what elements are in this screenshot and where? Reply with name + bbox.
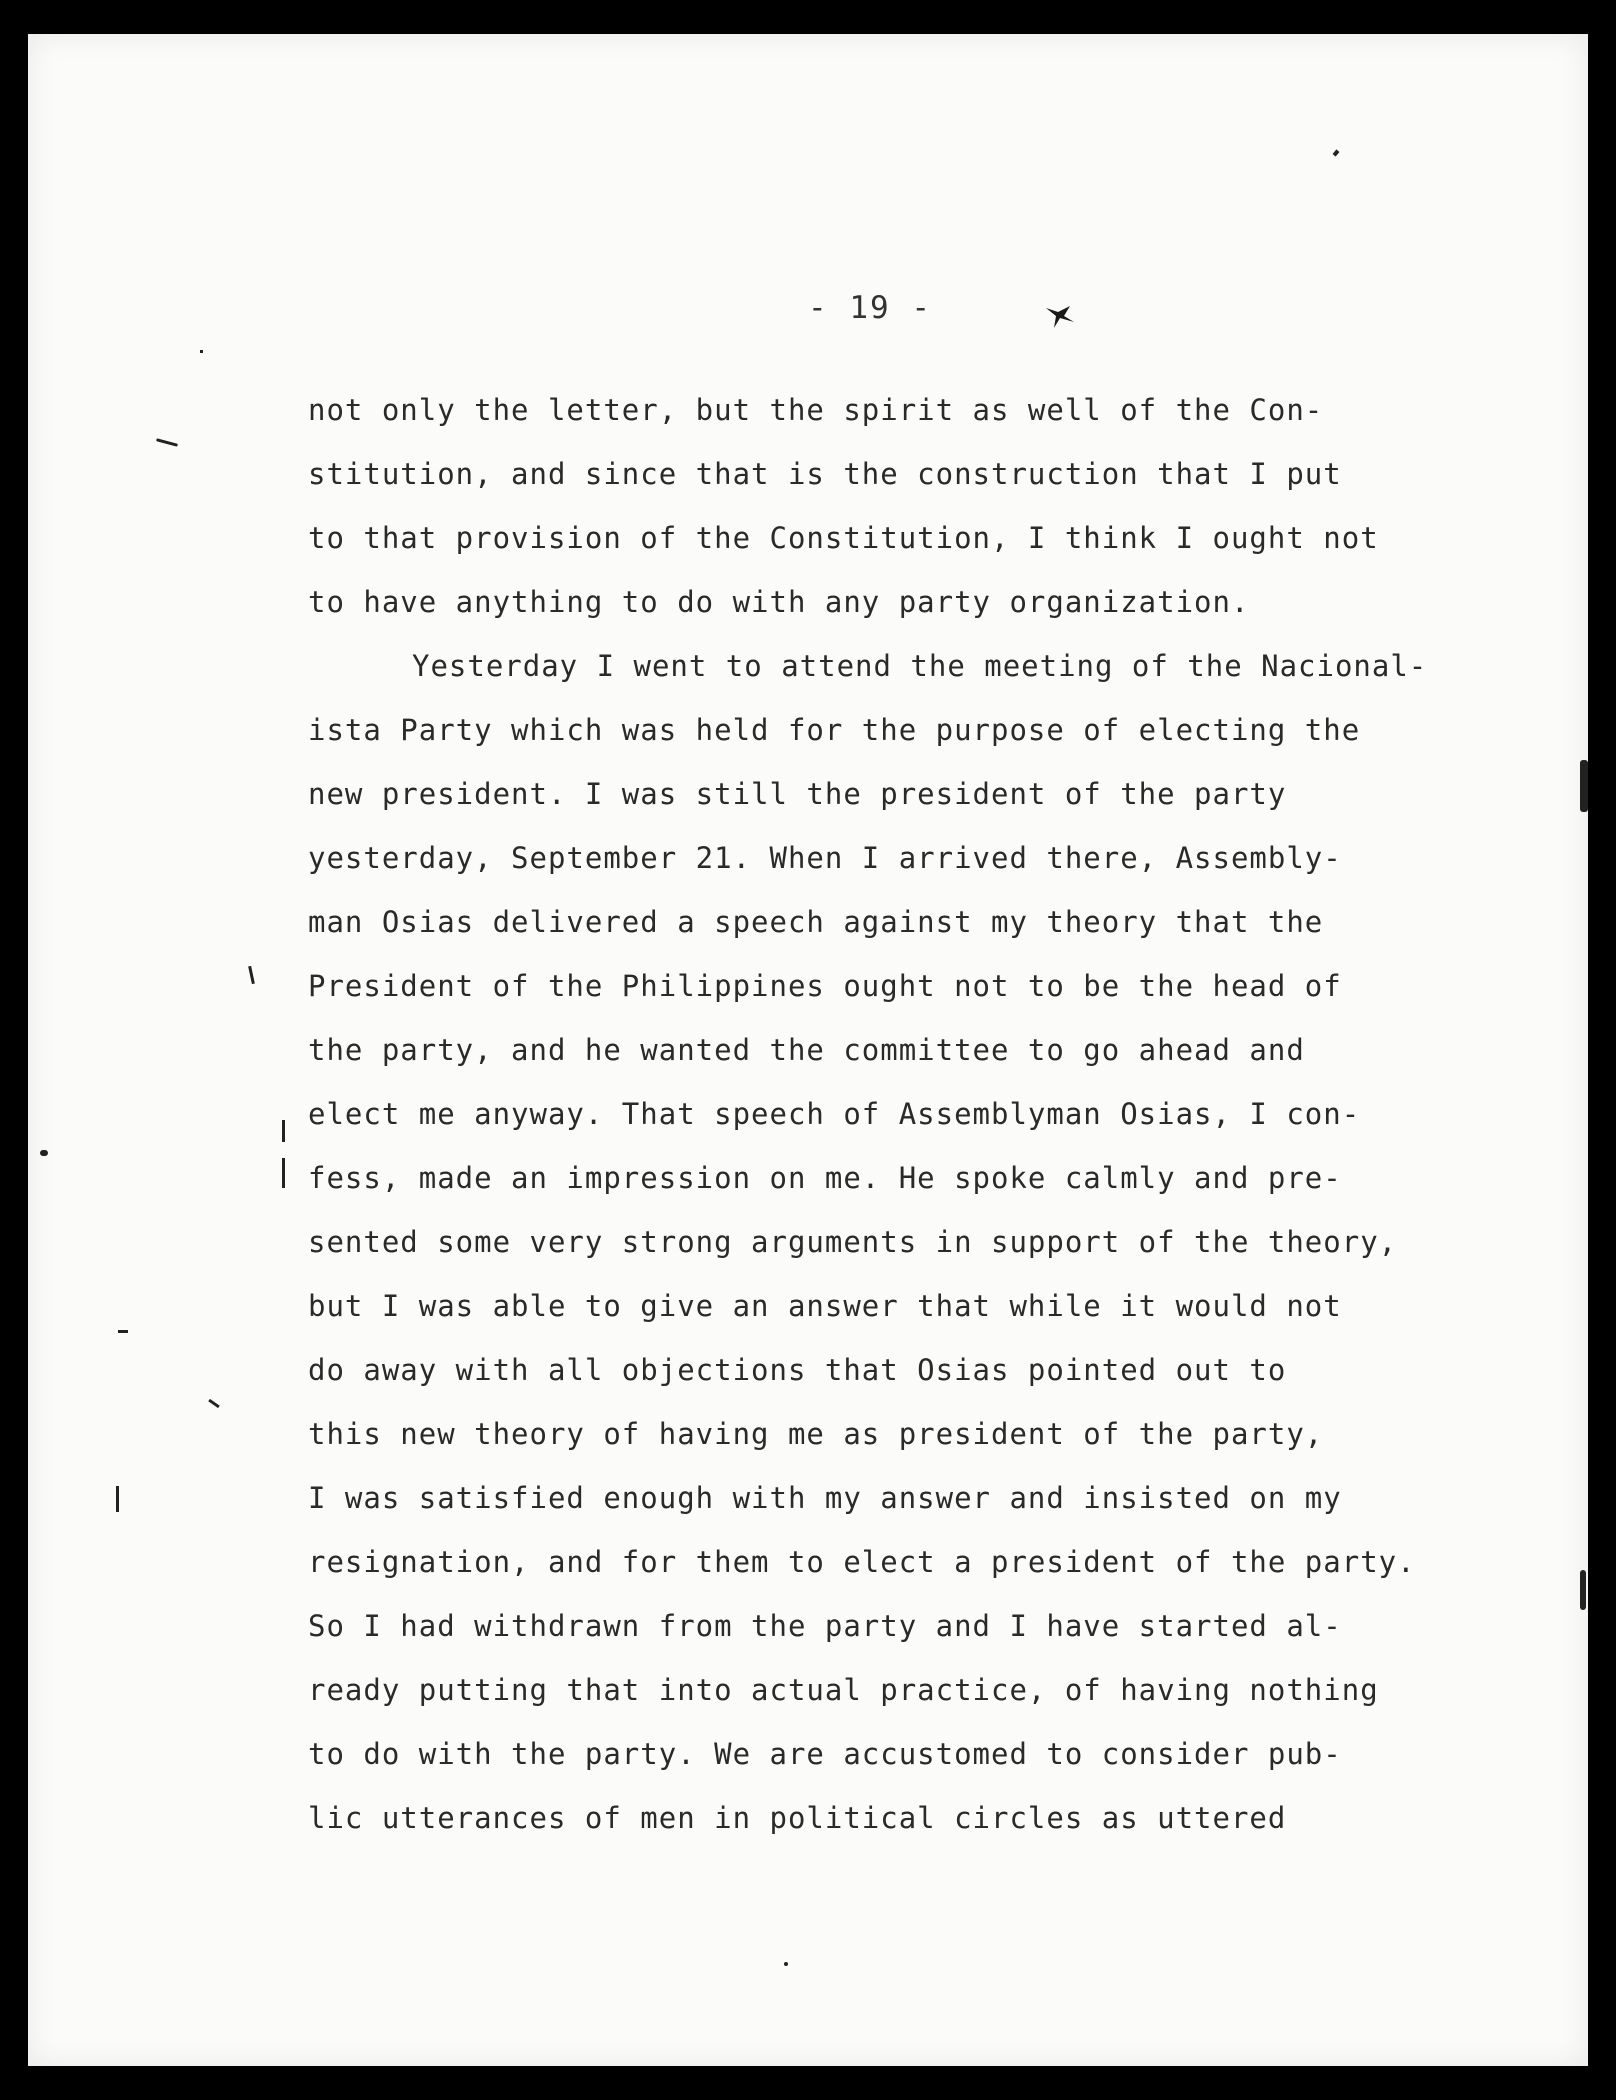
text-line: not only the letter, but the spirit as well of the Con- (308, 393, 1324, 427)
text-line: the party, and he wanted the committee to go ahead and (308, 1033, 1305, 1067)
text-line: resignation, and for them to elect a president of the party. (308, 1545, 1416, 1579)
page-number: - 19 - (808, 290, 932, 326)
text-line: elect me anyway. That speech of Assemblyman Osias, I con- (308, 1097, 1361, 1131)
text-line: yesterday, September 21. When I arrived there, Assembly- (308, 841, 1342, 875)
stray-mark (40, 1150, 48, 1156)
stray-mark (118, 1330, 128, 1333)
text-line: So I had withdrawn from the party and I have started al- (308, 1609, 1342, 1643)
text-line: to that provision of the Constitution, I think I ought not (308, 521, 1379, 555)
stray-mark (116, 1486, 119, 1512)
text-line: do away with all objections that Osias pointed out to (308, 1353, 1287, 1387)
scan-edge-mark (1580, 1570, 1586, 1610)
text-line: lic utterances of men in political circles as uttered (308, 1801, 1287, 1835)
text-line: man Osias delivered a speech against my theory that the (308, 905, 1324, 939)
text-line: I was satisfied enough with my answer and insisted on my (308, 1481, 1342, 1515)
handwritten-mark-icon (1044, 300, 1078, 330)
scan-edge-mark (1580, 760, 1588, 812)
text-line: ista Party which was held for the purpose of electing the (308, 713, 1361, 747)
stray-mark (282, 1120, 285, 1142)
text-line: ready putting that into actual practice, of having nothing (308, 1673, 1379, 1707)
text-line: but I was able to give an answer that while it would not (308, 1289, 1342, 1323)
text-line: to do with the party. We are accustomed to consider pub- (308, 1737, 1342, 1771)
body-text (308, 378, 1468, 1850)
text-line: stitution, and since that is the construction that I put (308, 457, 1342, 491)
stray-mark (784, 1962, 788, 1966)
text-line: new president. I was still the president of the party (308, 777, 1287, 811)
stray-mark (282, 1158, 285, 1188)
text-line: fess, made an impression on me. He spoke calmly and pre- (308, 1161, 1342, 1195)
stray-mark (200, 350, 203, 353)
text-line: to have anything to do with any party organization. (308, 585, 1250, 619)
text-line: this new theory of having me as president of the party, (308, 1417, 1324, 1451)
text-line: sented some very strong arguments in support of the theory, (308, 1225, 1398, 1259)
text-line: Yesterday I went to attend the meeting of the Nacional- (412, 649, 1428, 683)
text-line: President of the Philippines ought not to be the head of (308, 969, 1342, 1003)
